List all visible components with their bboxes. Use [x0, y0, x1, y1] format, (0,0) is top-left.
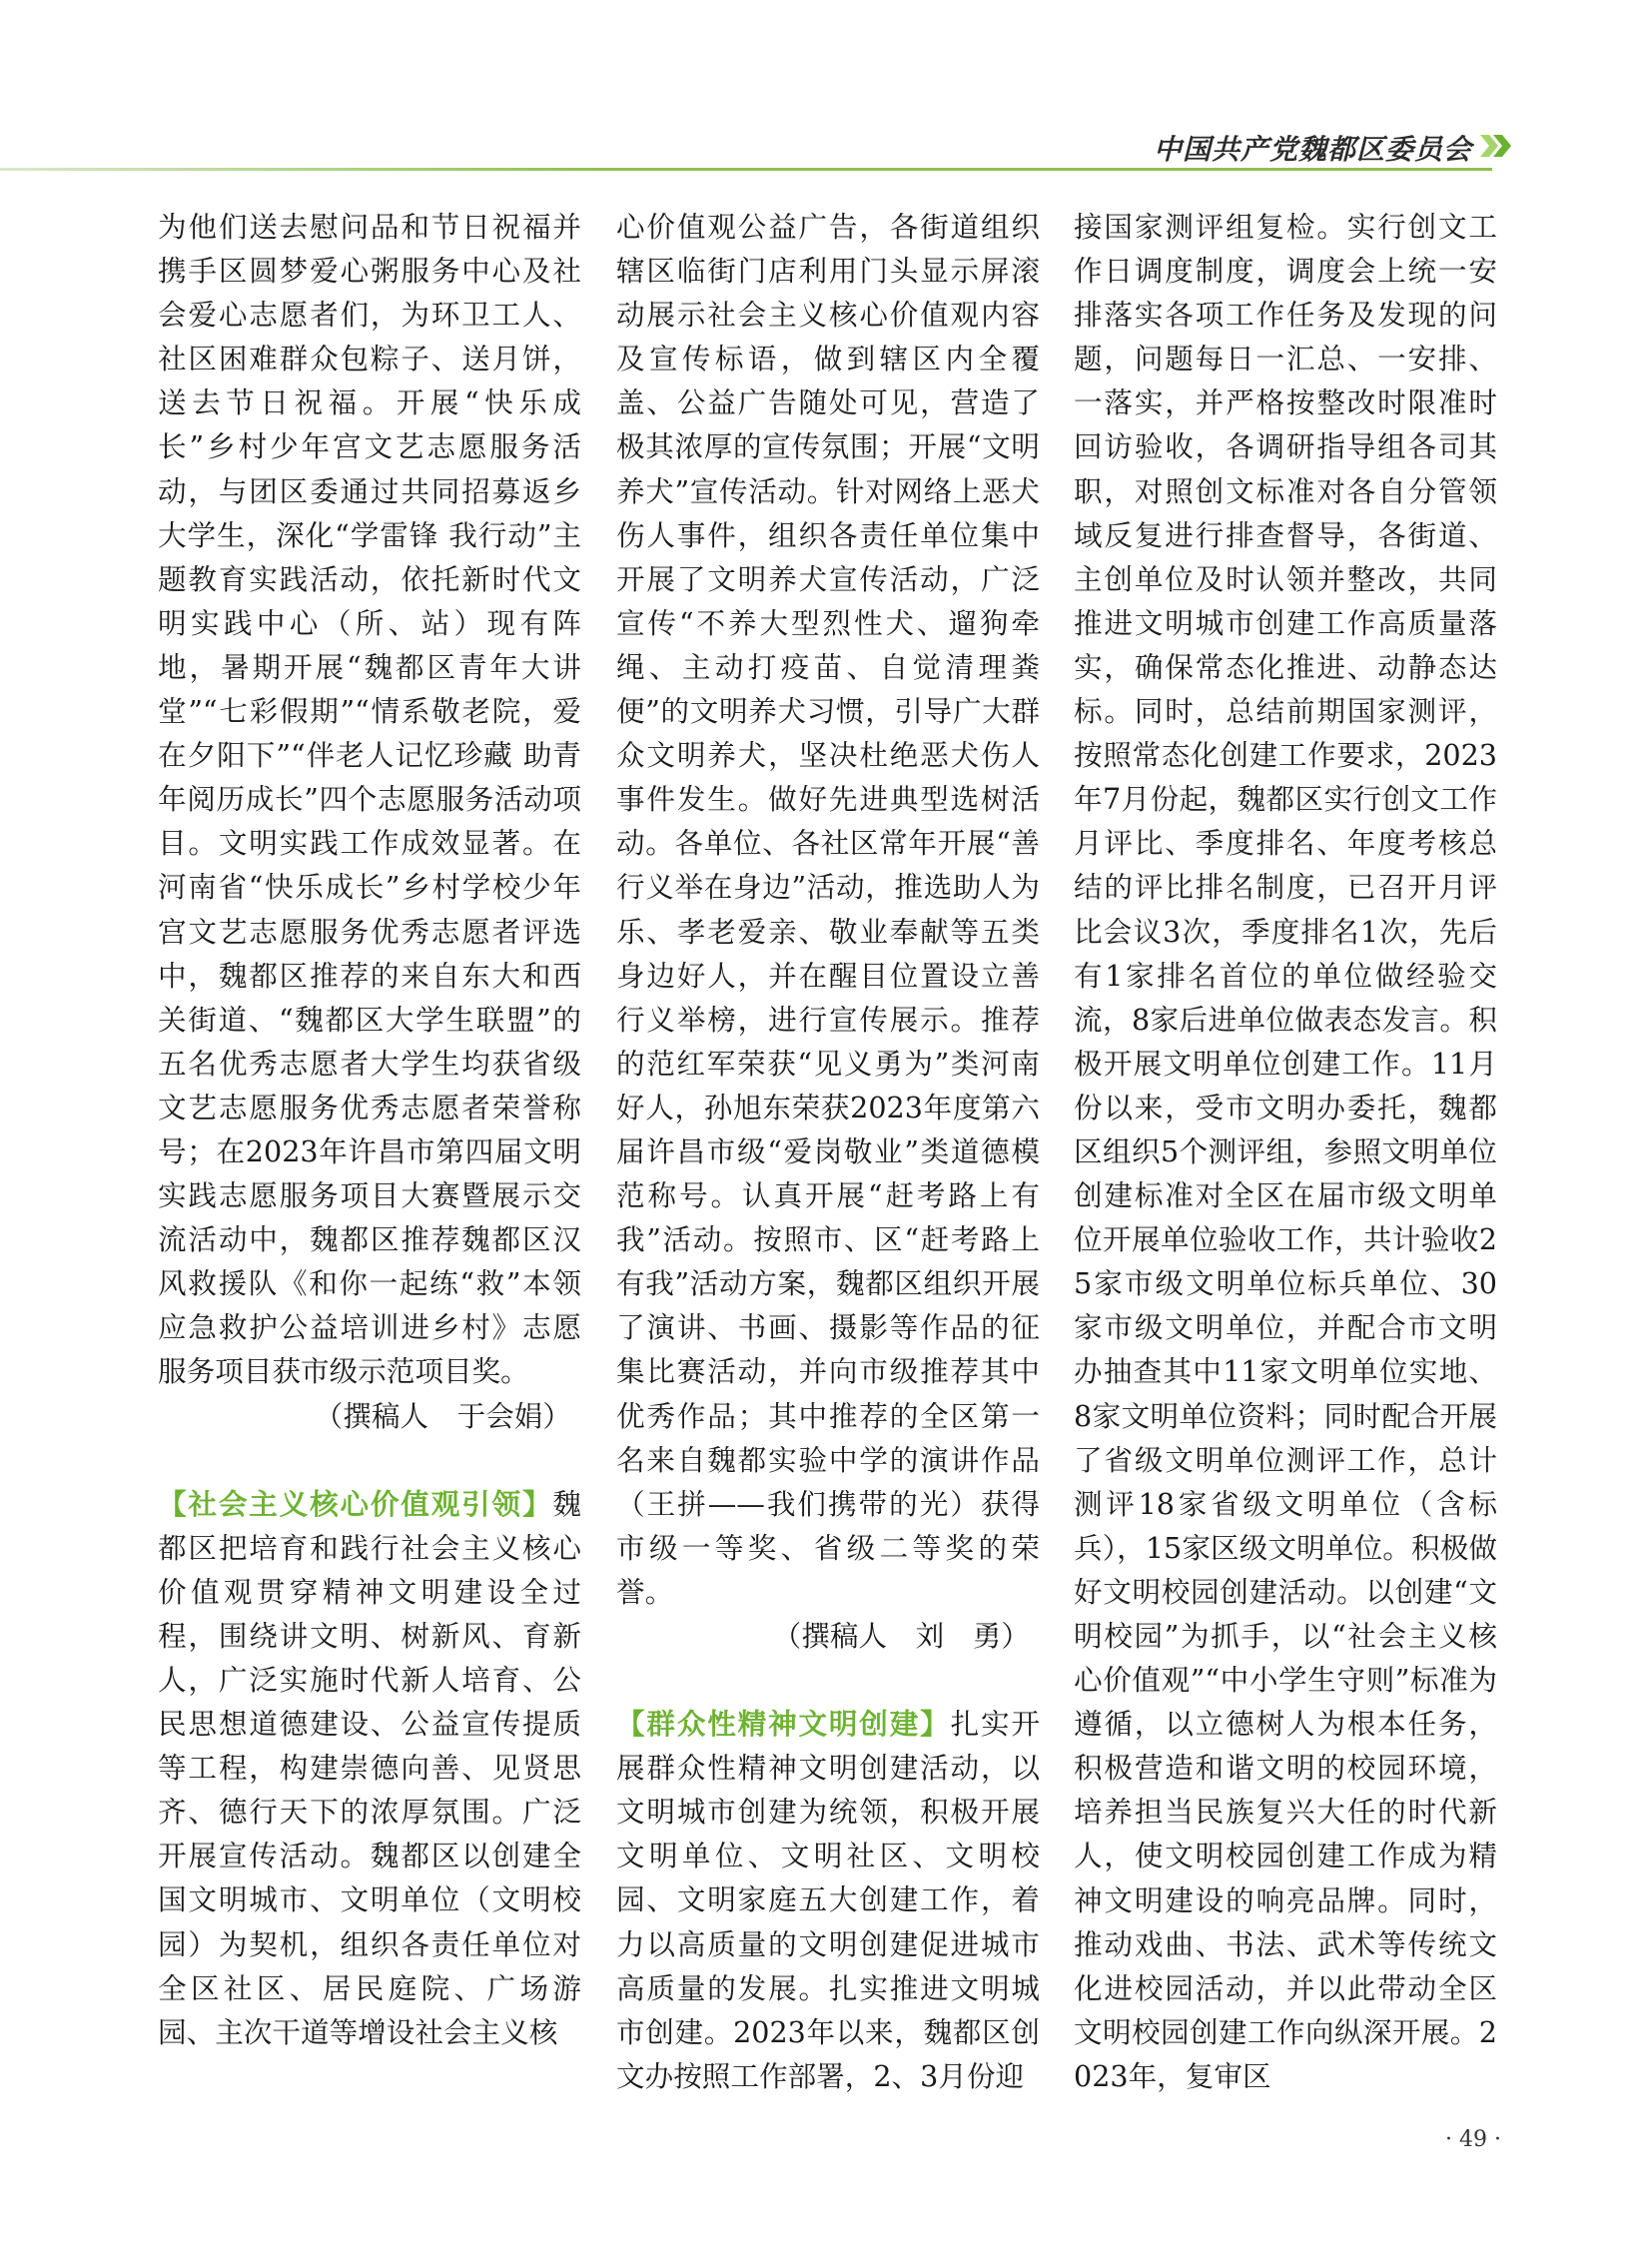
section-heading: 【社会主义核心价值观引领】	[158, 1486, 553, 1521]
paragraph: 为他们送去慰问品和节日祝福并携手区圆梦爱心粥服务中心及社会爱心志愿者们，为环卫工人、社区困难群众包粽子、送月饼，送去节日祝福。开展“快乐成长”乡村少年宫文艺志愿服务活动，与团区委通过共同招募返乡大学生，深化“学雷锋 我行动”主题教育实践活动，依托新时代文明实践中心（所、站）现有阵地，暑期开展“魏都区青年大讲堂”“七彩假期”“情系敬老院，爱在夕阳下”“伴老人记忆珍藏 助青年阅历成长”四个志愿服务活动项目。文明实践工作成效显著。在河南省“快乐成长”乡村学校少年宫文艺志愿服务优秀志愿者评选中，魏都区推荐的来自东大和西关街道、“魏都区大学生联盟”的五名优秀志愿者大学生均获省级文艺志愿服务优秀志愿者荣誉称号；在2023年许昌市第四届文明实践志愿服务项目大赛暨展示交流活动中，魏都区推荐魏都区汉风救援队《和你一起练“救”本领 应急救护公益培训进乡村》志愿服务项目获市级示范项目奖。	[158, 210, 581, 1389]
header-divider	[0, 168, 1492, 171]
paragraph: 心价值观公益广告，各街道组织辖区临街门店利用门头显示屏滚动展示社会主义核心价值观内容及宣传标语，做到辖区内全覆盖、公益广告随处可见，营造了极其浓厚的宣传氛围；开展“文明养犬”宣传活动。针对网络上恶犬伤人事件，组织各责任单位集中开展了文明养犬宣传活动，广泛宣传“不养大型烈性犬、遛狗牵绳、主动打疫苗、自觉清理粪便”的文明养犬习惯，引导广大群众文明养犬，坚决杜绝恶犬伤人事件发生。做好先进典型选树活动。各单位、各社区常年开展“善行义举在身边”活动，推选助人为乐、孝老爱亲、敬业奉献等五类身边好人，并在醒目位置设立善行义举榜，进行宣传展示。推荐的范红军荣获“见义勇为”类河南好人，孙旭东荣获2023年度第六届许昌市级“爱岗敬业”类道德模范称号。认真开展“赶考路上有我”活动。按照市、区“赶考路上有我”活动方案，魏都区组织开展了演讲、书画、摄影等作品的征集比赛活动，并向市级推荐其中优秀作品；其中推荐的全区第一名来自魏都实验中学的演讲作品（王拼——我们携带的光）获得市级一等奖、省级二等奖的荣誉。	[616, 210, 1040, 1609]
section-heading: 【群众性精神文明创建】	[616, 1707, 951, 1742]
column-2	[616, 205, 1040, 2098]
paragraph-text: 扎实开展群众性精神文明创建活动，以文明城市创建为统领，积极开展文明单位、文明社区、文明校园、文明家庭五大创建工作，着力以高质量的文明创建促进城市高质量的发展。扎实推进文明城市创建。2023年以来，魏都区创文办按照工作部署，2、3月份迎	[616, 1707, 1040, 2093]
column-3	[1074, 205, 1497, 2098]
author-credit: （撰稿人 刘 勇）	[772, 1619, 1030, 1653]
paragraph-with-heading	[616, 1702, 1040, 2098]
double-chevron-right-icon	[1480, 133, 1514, 159]
page-number: · 49 ·	[1445, 2127, 1501, 2152]
paragraph-text: 魏都区把培育和践行社会主义核心价值观贯穿精神文明建设全过程，围绕讲文明、树新风、育新人，广泛实施时代新人培育、公民思想道德建设、公益宣传提质等工程，构建崇德向善、见贤思齐、德行天下的浓厚氛围。广泛开展宣传活动。魏都区以创建全国文明城市、文明单位（文明校园）为契机，组织各责任单位对全区社区、居民庭院、广场游园、主次干道等增设社会主义核	[158, 1486, 581, 2049]
paragraph-with-heading	[158, 1482, 581, 2054]
author-credit: （撰稿人 于会娟）	[314, 1398, 571, 1433]
page-header-title: 中国共产党魏都区委员会	[1153, 133, 1472, 166]
column-1	[158, 205, 581, 2054]
paragraph: 接国家测评组复检。实行创文工作日调度制度，调度会上统一安排落实各项工作任务及发现的问题，问题每日一汇总、一安排、一落实，并严格按整改时限准时回访验收，各调研指导组各司其职，对照创文标准对各自分管领域反复进行排查督导，各街道、主创单位及时认领并整改，共同推进文明城市创建工作高质量落实，确保常态化推进、动静态达标。同时，总结前期国家测评，按照常态化创建工作要求，2023年7月份起，魏都区实行创文工作月评比、季度排名、年度考核总结的评比排名制度，已召开月评比会议3次，季度排名1次，先后有1家排名首位的单位做经验交流，8家后进单位做表态发言。积极开展文明单位创建工作。11月份以来，受市文明办委托，魏都区组织5个测评组，参照文明单位创建标准对全区在届市级文明单位开展单位验收工作，共计验收25家市级文明单位标兵单位、30家市级文明单位，并配合市文明办抽查其中11家文明单位实地、8家文明单位资料；同时配合开展了省级文明单位测评工作，总计测评18家省级文明单位（含标兵），15家区级文明单位。积极做好文明校园创建活动。以创建“文明校园”为抓手，以“社会主义核心价值观”“中小学生守则”标准为遵循，以立德树人为根本任务，积极营造和谐文明的校园环境，培养担当民族复兴大任的时代新人，使文明校园创建工作成为精神文明建设的响亮品牌。同时，推动戏曲、书法、武术等传统文化进校园活动，并以此带动全区文明校园创建工作向纵深开展。2023年，复审区	[1074, 210, 1497, 2093]
